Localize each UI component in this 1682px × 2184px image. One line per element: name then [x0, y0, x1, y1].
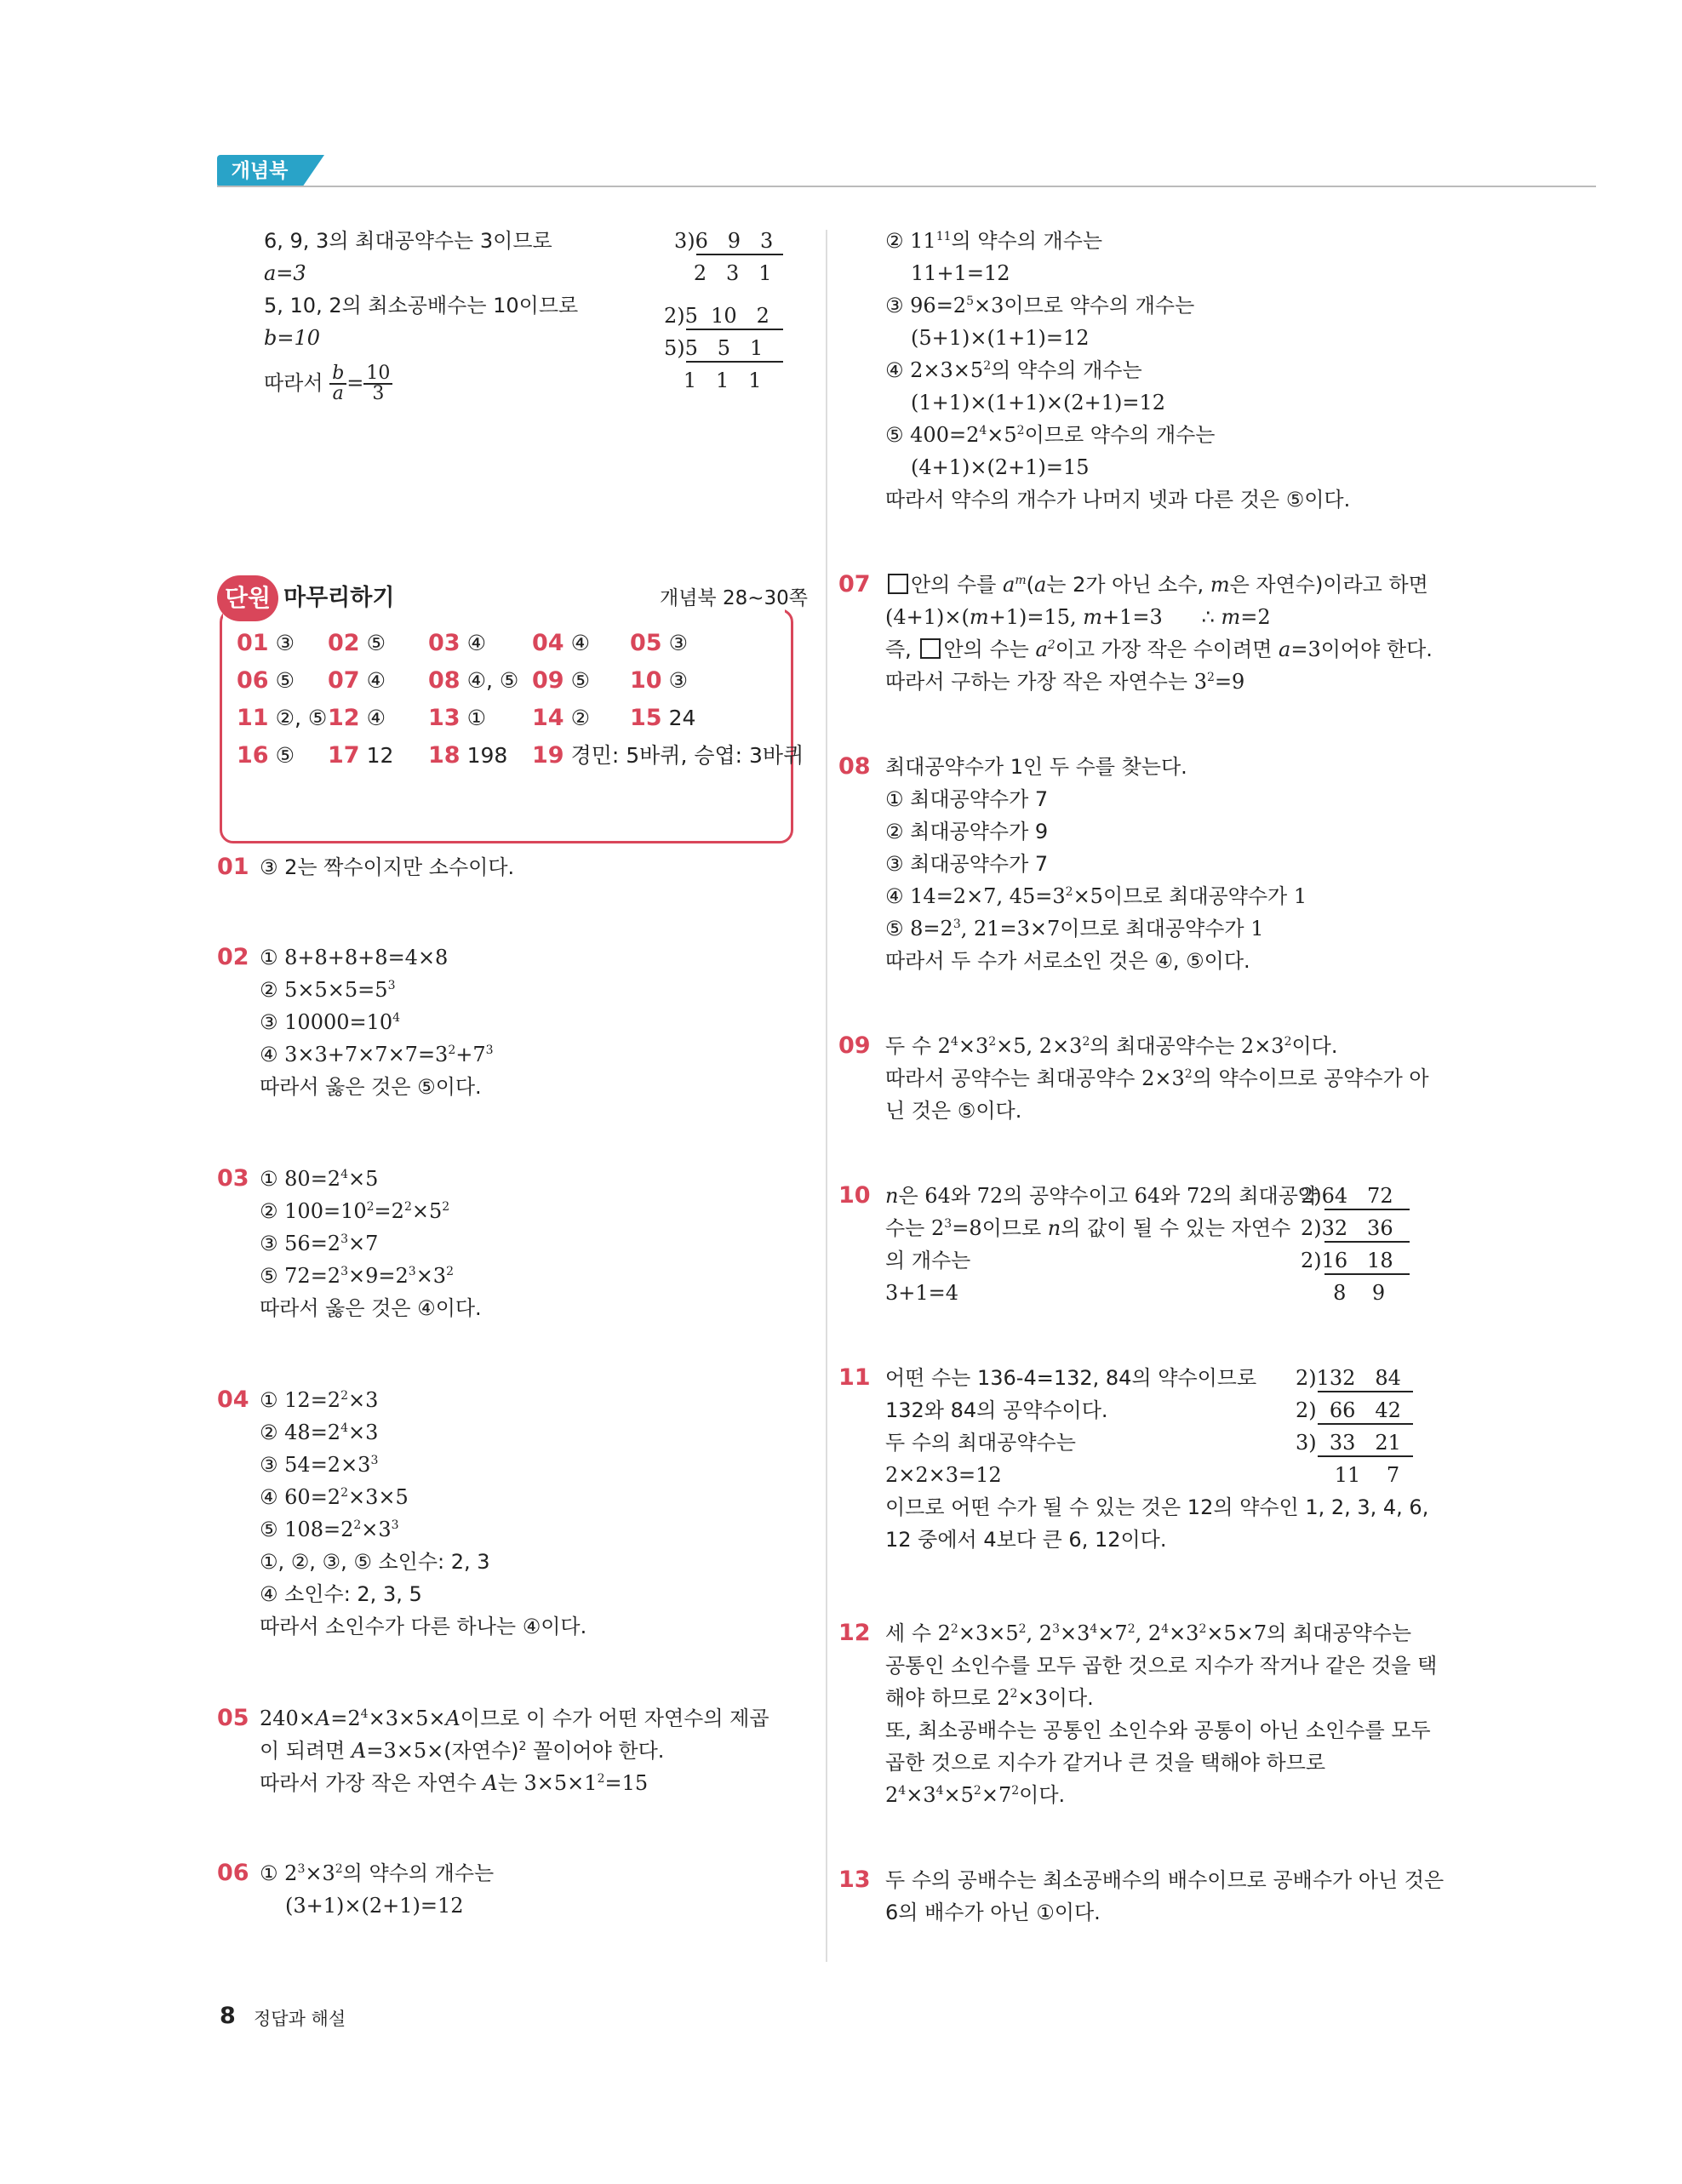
fraction-numerator: b [329, 364, 346, 385]
math-line: ① 8+8+8+8=4×8 [260, 946, 449, 969]
answer-number: 17 [328, 742, 360, 769]
answer-item [328, 739, 393, 773]
math-line: ④ $2\times 3\times 5^2$의 약수의 개수는 [885, 358, 1142, 382]
text-line: 의 개수는 [885, 1249, 971, 1272]
fraction-numerator: 10 [363, 364, 392, 385]
answer-item [237, 701, 327, 735]
answer-value: ④, ⑤ [466, 668, 519, 693]
division-ladder-row: 2)5 10 2 [664, 304, 769, 328]
answer-item [237, 626, 295, 660]
section-tag-arrow [302, 155, 324, 187]
question-number: 07 [838, 571, 871, 597]
text-line: 6, 9, 3의 최대공약수는 3이므로 [264, 229, 552, 253]
answer-item [630, 701, 695, 735]
question-number: 06 [217, 1860, 249, 1886]
answer-number: 19 [532, 742, 564, 769]
division-ladder-row: 11 7 [1296, 1463, 1400, 1487]
math-line: ② $100=10^2=2^2\times 5^2$ [260, 1199, 450, 1223]
math-line: 해야 하므로 $2^2\times 3$이다. [885, 1686, 1094, 1710]
question-number: 13 [838, 1867, 871, 1893]
unit-badge: 단원 [217, 575, 278, 621]
footer-label: 정답과 해설 [254, 2009, 346, 2029]
question-number: 09 [838, 1032, 871, 1059]
answer-number: 05 [630, 630, 662, 656]
text-line: 이므로 어떤 수가 될 수 있는 것은 12의 약수인 1, 2, 3, 4, 6, [885, 1495, 1429, 1519]
math-line: $240\times A=2^4\times 3\times 5\times A$이므로 이 수가 어떤 자연수의 제곱 [260, 1707, 769, 1730]
answer-item [328, 701, 386, 735]
answer-value: ④ [466, 631, 486, 655]
answer-item [428, 701, 486, 735]
question-number: 05 [217, 1705, 249, 1731]
text-line: 12 중에서 4보다 큰 6, 12이다. [885, 1528, 1167, 1552]
math-line: ② $11^{11}$의 약수의 개수는 [885, 229, 1103, 253]
header-rule [217, 186, 1596, 187]
answer-number: 07 [328, 667, 360, 694]
answer-number: 10 [630, 667, 662, 694]
division-rule [1318, 1455, 1413, 1457]
math-line: ⑤ $72=2^3\times 9=2^3\times 3^2$ [260, 1264, 454, 1288]
division-ladder-row: 2)32 36 [1301, 1216, 1393, 1240]
answer-value: ②, ⑤ [275, 706, 328, 730]
text-line: 따라서 두 수가 서로소인 것은 ④, ⑤이다. [885, 949, 1250, 973]
answer-number: 15 [630, 705, 662, 731]
fraction-denominator: 3 [372, 383, 385, 404]
math-line: 따라서 구하는 가장 작은 자연수는 $3^2=9$ [885, 670, 1245, 694]
answer-number: 18 [428, 742, 461, 769]
division-rule [1324, 1241, 1410, 1243]
text-line: 따라서 옳은 것은 ④이다. [260, 1296, 482, 1320]
answer-item [630, 664, 688, 698]
answer-number: 02 [328, 630, 360, 656]
answer-value: ① [466, 706, 486, 730]
question-number: 04 [217, 1386, 249, 1413]
text-line: 두 수의 공배수는 최소공배수의 배수이므로 공배수가 아닌 것은 [885, 1868, 1445, 1892]
answer-number: 12 [328, 705, 360, 731]
answer-value: ③ [275, 631, 295, 655]
math-line: ⑤ $108=2^2\times 3^3$ [260, 1518, 399, 1541]
division-ladder-row: 2)132 84 [1296, 1366, 1401, 1390]
math-line: ③ $96=2^5\times 3$이므로 약수의 개수는 [885, 294, 1195, 317]
answer-value: ⑤ [275, 668, 295, 693]
division-rule [1318, 1423, 1413, 1425]
text-line: ② 최대공약수가 9 [885, 820, 1049, 843]
text-line: ①, ②, ③, ⑤ 소인수: 2, 3 [260, 1550, 490, 1574]
text-line: ③ 2는 짝수이지만 소수이다. [260, 855, 515, 879]
math-line: ② $5\times 5\times 5=5^3$ [260, 978, 396, 1002]
answer-item [237, 739, 295, 773]
answer-value: ⑤ [275, 743, 295, 768]
answer-item [428, 626, 486, 660]
division-ladder-row: 2)64 72 [1301, 1184, 1393, 1208]
math-line: 즉, 안의 수는 $a^2$이고 가장 작은 수이려면 a=3이어야 한다. [885, 637, 1433, 661]
math-line: 이 되려면 A=3×5×(자연수)$^2$ 꼴이어야 한다. [260, 1739, 665, 1763]
text-line-prefix: 따라서 [264, 371, 330, 395]
division-rule [1324, 1273, 1410, 1275]
text-line: 닌 것은 ⑤이다. [885, 1099, 1022, 1123]
math-line: 두 수 $2^4\times 3^2\times 5$, $2\times 3^2$의 최대공약수는 $2\times 3^2$이다. [885, 1034, 1338, 1058]
text-line: 최대공약수가 1인 두 수를 찾는다. [885, 755, 1187, 779]
math-line: ⑤ $8=2^3$, 21=3×7이므로 최대공약수가 1 [885, 917, 1264, 940]
math-line: ① $80=2^4\times 5$ [260, 1167, 379, 1191]
fraction-denominator: a [332, 383, 344, 404]
math-line: (4+1)×(2+1)=15 [911, 455, 1090, 479]
answer-item [532, 739, 804, 773]
division-ladder-row: 3)6 9 3 [674, 229, 774, 253]
answer-item [328, 626, 386, 660]
math-line: 2×2×3=12 [885, 1463, 1002, 1487]
answer-value: ④ [366, 706, 386, 730]
answer-number: 01 [237, 630, 269, 656]
answer-item [428, 664, 518, 698]
review-pages: 개념북 28~30쪽 [660, 587, 808, 609]
answer-value: 24 [668, 706, 696, 730]
text-line: 또, 최소공배수는 공통인 소인수와 공통이 아닌 소인수를 모두 [885, 1718, 1431, 1742]
text-line: 곱한 것으로 지수가 같거나 큰 것을 택해야 하므로 [885, 1751, 1326, 1775]
math-line: 11+1=12 [911, 261, 1010, 285]
answer-number: 09 [532, 667, 564, 694]
text-line: 6의 배수가 아닌 ①이다. [885, 1901, 1101, 1924]
division-rule [696, 254, 783, 255]
answer-value: ④ [366, 668, 386, 693]
division-rule [1318, 1391, 1413, 1392]
math-line: (3+1)×(2+1)=12 [285, 1894, 464, 1918]
division-ladder-row: 2)16 18 [1301, 1249, 1393, 1272]
answer-value: 12 [366, 743, 394, 768]
math-line: 따라서 공약수는 최대공약수 $2\times 3^2$의 약수이므로 공약수가 아 [885, 1066, 1429, 1090]
answer-value: ② [570, 706, 590, 730]
math-line: 수는 $2^3=8$이므로 n의 값이 될 수 있는 자연수 [885, 1216, 1291, 1240]
division-rule [686, 329, 783, 330]
answer-number: 14 [532, 705, 564, 731]
math-line: ④ $3\times 3+7\times 7\times 7=3^2+7^3$ [260, 1043, 494, 1066]
text-line: 어떤 수는 136-4=132, 84의 약수이므로 [885, 1366, 1257, 1390]
question-number: 08 [838, 753, 871, 780]
answer-item [532, 664, 590, 698]
answer-number: 13 [428, 705, 461, 731]
text-line: 따라서 옳은 것은 ⑤이다. [260, 1075, 482, 1099]
answer-item [630, 626, 688, 660]
division-ladder-row: 8 9 [1301, 1281, 1386, 1305]
math-line: ② $48=2^4\times 3$ [260, 1421, 379, 1444]
division-ladder-row: 3) 33 21 [1296, 1431, 1401, 1455]
answer-number: 11 [237, 705, 269, 731]
answer-number: 08 [428, 667, 461, 694]
answer-value: 경민: 5바퀴, 승엽: 3바퀴 [570, 743, 804, 768]
math-line: 세 수 $2^2\times 3\times 5^2$, $2^3\times 3^4\times 7^2$, $2^4\times 3^2\times 5\times 7$의 최대공약수는 [885, 1621, 1412, 1645]
question-number: 10 [838, 1182, 871, 1209]
text-line: 따라서 약수의 개수가 나머지 넷과 다른 것은 ⑤이다. [885, 488, 1351, 512]
math-line: (1+1)×(1+1)×(2+1)=12 [911, 391, 1165, 415]
answer-value: ③ [668, 631, 688, 655]
division-rule [686, 361, 783, 363]
answer-value: ④ [570, 631, 590, 655]
review-title: 마무리하기 [283, 585, 395, 611]
answer-value: ⑤ [366, 631, 386, 655]
math-line: 따라서 가장 작은 자연수 A는 $3\times 5\times 1^2=15$ [260, 1771, 649, 1795]
column-divider [826, 230, 827, 1962]
math-line: ① $12=2^2\times 3$ [260, 1388, 379, 1412]
division-ladder-row: 2) 66 42 [1296, 1398, 1401, 1422]
math-line: (5+1)×(1+1)=12 [911, 326, 1090, 350]
answer-value: ⑤ [570, 668, 590, 693]
text-line: 공통인 소인수를 모두 곱한 것으로 지수가 작거나 같은 것을 택 [885, 1654, 1438, 1678]
answer-value: 198 [466, 743, 508, 768]
math-line: ③ $54=2\times 3^3$ [260, 1453, 379, 1477]
text-line: b=10 [264, 326, 321, 350]
section-tag: 개념북 [217, 155, 302, 187]
answer-item [428, 739, 507, 773]
answer-number: 04 [532, 630, 564, 656]
answer-item [328, 664, 386, 698]
math-line: ③ $56=2^3\times 7$ [260, 1232, 379, 1255]
answer-number: 06 [237, 667, 269, 694]
text-line: 따라서 소인수가 다른 하나는 ④이다. [260, 1615, 587, 1638]
page-number: 8 [220, 2003, 236, 2029]
text-line: 따라서 $\frac{b}{a}$ = $\frac{10}{3}$ [264, 364, 392, 403]
math-line: n은 64와 72의 공약수이고 64와 72의 최대공약 [885, 1184, 1319, 1208]
text-line: a=3 [264, 261, 306, 285]
question-number: 02 [217, 944, 249, 970]
text-line: ③ 최대공약수가 7 [885, 852, 1049, 876]
text-line: ④ 소인수: 2, 3, 5 [260, 1582, 422, 1606]
text-line: ① 최대공약수가 7 [885, 787, 1049, 811]
question-number: 01 [217, 854, 249, 880]
math-line: ⑤ $400=2^4\times 5^2$이므로 약수의 개수는 [885, 423, 1216, 447]
text-line: 두 수의 최대공약수는 [885, 1431, 1076, 1455]
answer-item [532, 626, 590, 660]
division-ladder-row: 1 1 1 [664, 369, 762, 392]
division-rule [1324, 1209, 1410, 1210]
answer-number: 16 [237, 742, 269, 769]
math-line: $2^4\times 3^4\times 5^2\times 7^2$이다. [885, 1783, 1066, 1807]
math-line: 안의 수를 $a^m(a$는 2가 아닌 소수, m은 자연수)이라고 하면 [885, 569, 1428, 601]
math-line: ④ 14=2×7, $45=3^2\times 5$이므로 최대공약수가 1 [885, 884, 1307, 908]
answer-item [237, 664, 295, 698]
text-line: 132와 84의 공약수이다. [885, 1398, 1108, 1422]
answer-number: 03 [428, 630, 461, 656]
question-number: 03 [217, 1165, 249, 1192]
text-line: 5, 10, 2의 최소공배수는 10이므로 [264, 294, 579, 317]
math-line: ③ $10000=10^4$ [260, 1010, 401, 1034]
question-number: 12 [838, 1620, 871, 1646]
answer-value: ③ [668, 668, 688, 693]
math-line: ① $2^3\times 3^2$의 약수의 개수는 [260, 1861, 495, 1885]
math-line: (4+1)×(m+1)=15, m+1=3 ∴ m=2 [885, 605, 1271, 629]
math-line: 3+1=4 [885, 1281, 959, 1305]
question-number: 11 [838, 1364, 871, 1391]
answer-item [532, 701, 590, 735]
division-ladder-row: 2 3 1 [674, 261, 772, 285]
division-ladder-row: 5)5 5 1 [664, 336, 764, 360]
math-line: ④ $60=2^2\times 3\times 5$ [260, 1485, 409, 1509]
